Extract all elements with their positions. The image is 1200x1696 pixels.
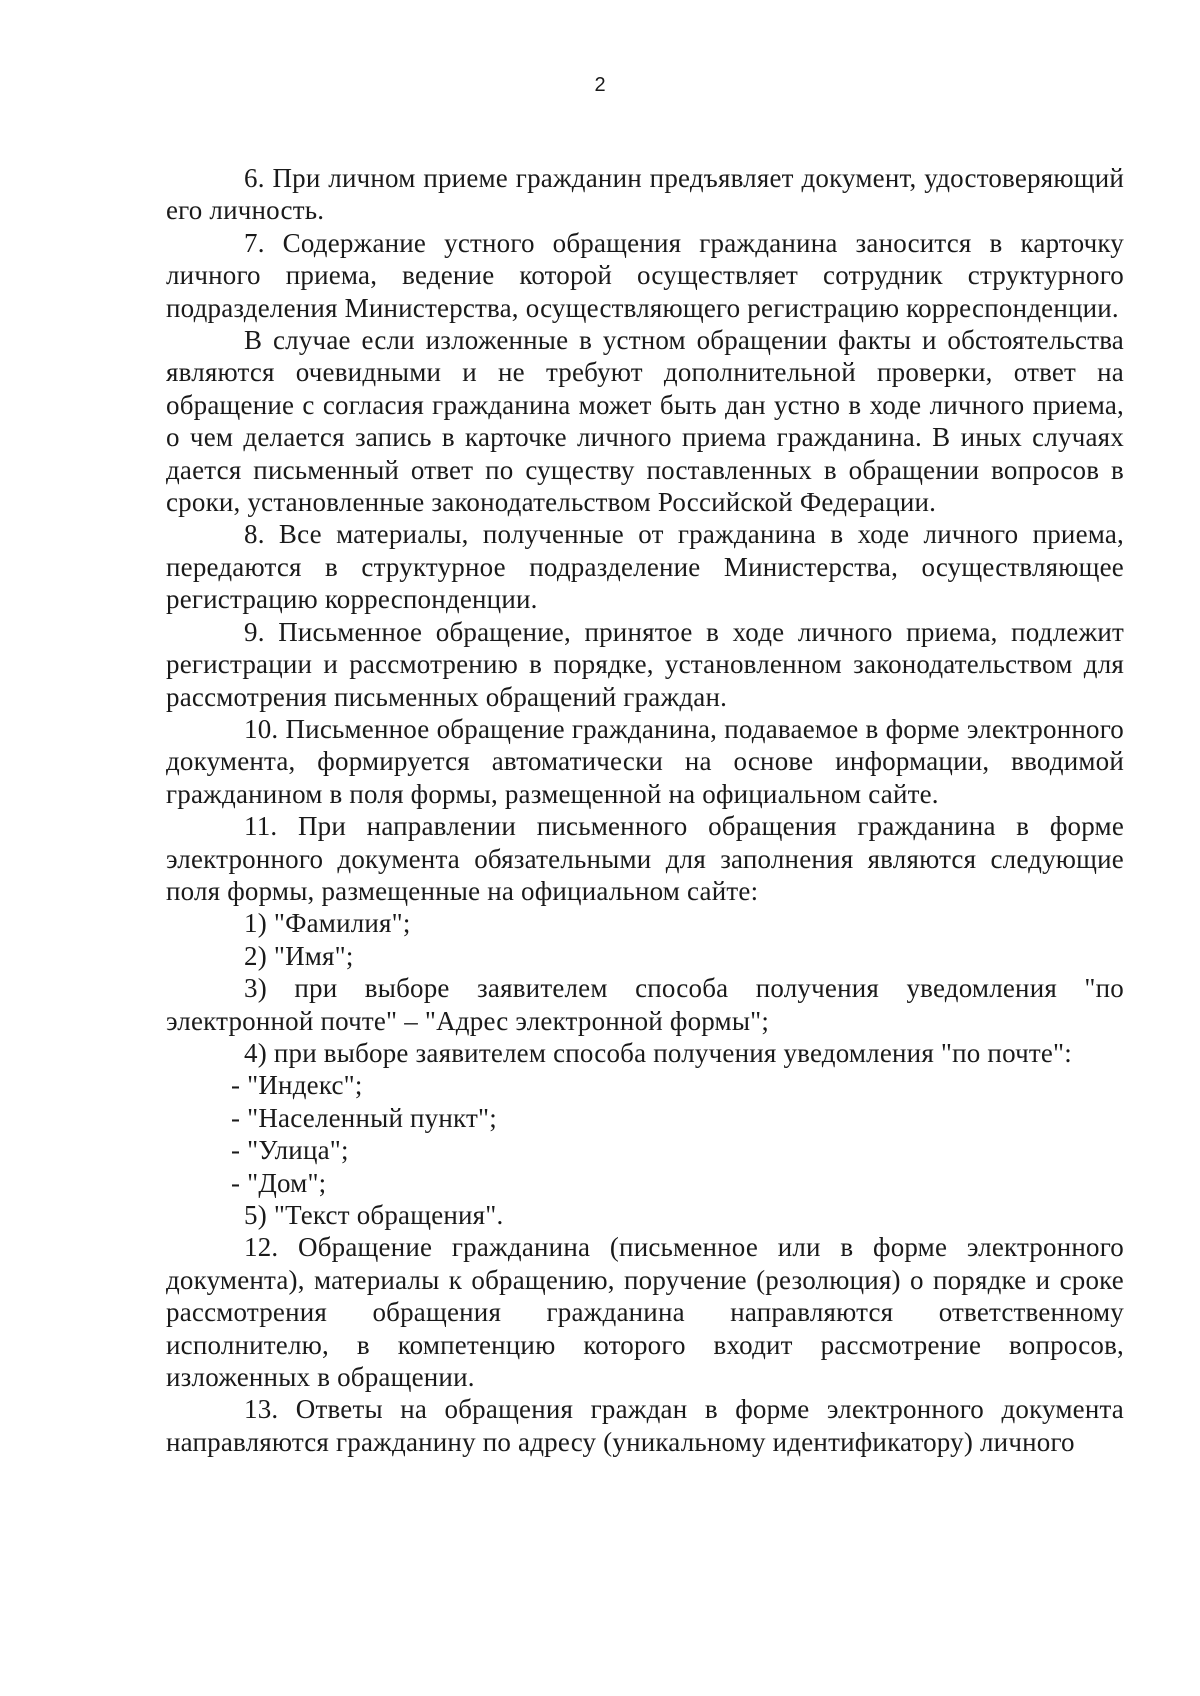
page-number: 2	[594, 74, 606, 96]
paragraph-9: 9. Письменное обращение, принятое в ходе личного приема, подлежит регистрации и рассмотрению в порядке, установленном законодательством для рассмотрения письменных обращений граждан.	[166, 616, 1124, 712]
sublist-item-locality: - "Населенный пункт";	[231, 1102, 497, 1133]
list-item-2: 2) "Имя";	[244, 940, 354, 971]
list-item-4: 4) при выборе заявителем способа получения уведомления "по почте":	[244, 1037, 1072, 1068]
paragraph-11: 11. При направлении письменного обращения гражданина в форме электронного документа обязательными для заполнения являются следующие поля формы, размещенные на официальном сайте:	[166, 811, 1124, 906]
paragraph-10: 10. Письменное обращение гражданина, подаваемое в форме электронного документа, формируется автоматически на основе информации, вводимой гражданином в поля формы, размещенной на официальном сайте.	[166, 713, 1124, 809]
paragraph-7: 7. Содержание устного обращения гражданина заносится в карточку личного приема, ведение которой осуществляет сотрудник структурного подразделения Министерства, осуществляющего регистрацию корреспонденции.	[166, 227, 1124, 323]
paragraph-7-continuation: В случае если изложенные в устном обращении факты и обстоятельства являются очевидными и не требуют дополнительной проверки, ответ на обращение с согласия гражданина может быть дан устно в ходе личного приема, о чем делается запись в карточке личного приема гражданина. В иных случаях дается письменный ответ по существу поставленных в обращении вопросов в сроки, установленные законодательством Российской Федерации.	[166, 325, 1124, 518]
paragraph-8: 8. Все материалы, полученные от гражданина в ходе личного приема, передаются в структурное подразделение Министерства, осуществляющее регистрацию корреспонденции.	[166, 519, 1124, 615]
paragraph-6: 6. При личном приеме гражданин предъявляет документ, удостоверяющий его личность.	[166, 163, 1124, 226]
list-item-1: 1) "Фамилия";	[244, 908, 411, 939]
paragraph-12: 12. Обращение гражданина (письменное или в форме электронного документа), материалы к обращению, поручение (резолюция) о порядке и сроке рассмотрения обращения гражданина направляются ответственному исполнителю, в компетенцию которого входит рассмотрение вопросов, изложенных в обращении.	[166, 1232, 1124, 1393]
document-body	[166, 162, 1124, 1458]
list-item-5: 5) "Текст обращения".	[244, 1200, 504, 1230]
sublist-item-index: - "Индекс";	[231, 1070, 363, 1101]
sublist-item-house: - "Дом";	[231, 1167, 327, 1198]
paragraph-13: 13. Ответы на обращения граждан в форме электронного документа направляются гражданину по адресу (уникальному идентификатору) личного	[166, 1394, 1124, 1457]
sublist-item-street: - "Улица";	[231, 1135, 349, 1166]
list-item-3: 3) при выборе заявителем способа получения уведомления "по электронной почте" – "Адрес электронной формы";	[166, 973, 1124, 1036]
